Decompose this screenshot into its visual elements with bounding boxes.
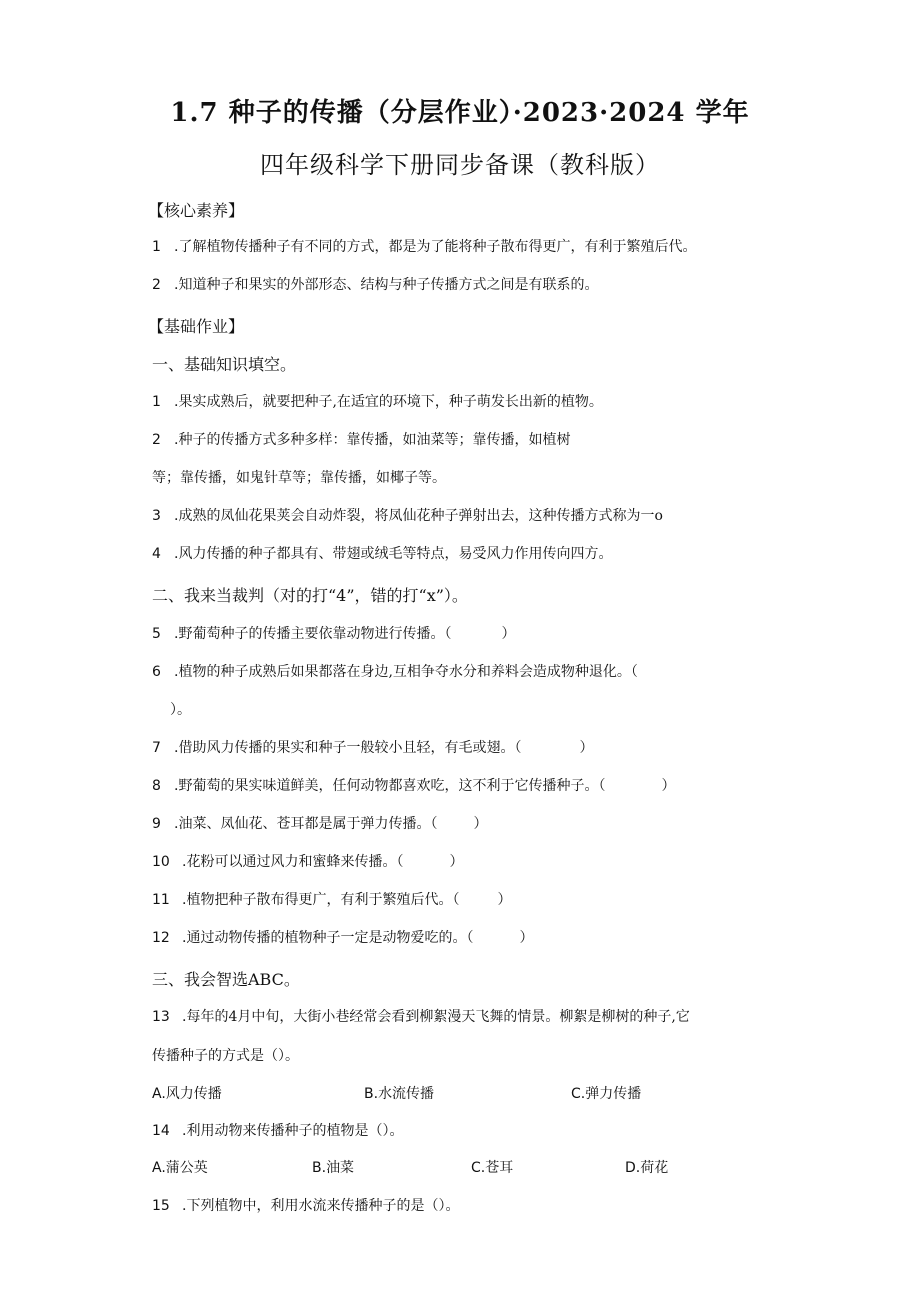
- close-paren: ）: [497, 892, 512, 908]
- part1-title: 一、基础知识填空。: [152, 355, 297, 374]
- question-11: [152, 889, 511, 909]
- question-text: .植物把种子散布得更广，有利于繁殖后代。（: [182, 892, 460, 908]
- q14-option-b[interactable]: [312, 1157, 354, 1177]
- question-number: 3: [152, 508, 161, 524]
- question-number: 12: [152, 930, 170, 946]
- question-number: 10: [152, 854, 170, 870]
- q14-option-d[interactable]: [625, 1157, 668, 1177]
- page-subtitle: 四年级科学下册同步备课（教科版）: [260, 151, 660, 179]
- question-text: .油菜、凤仙花、苍耳都是属于弹力传播。（: [174, 816, 438, 832]
- close-paren: ）: [473, 816, 488, 832]
- close-paren: ）: [519, 930, 534, 946]
- question-number: 4: [152, 546, 161, 562]
- question-6: [152, 661, 638, 681]
- core-item-2: [152, 274, 598, 294]
- q13-option-a[interactable]: [152, 1083, 222, 1103]
- question-text: .每年的4月中旬，大街小巷经常会看到柳絮漫天飞舞的情景。柳絮是柳树的种子,它: [182, 1009, 690, 1025]
- close-paren: ）: [579, 740, 594, 756]
- option-label: D.: [625, 1160, 641, 1176]
- q14-option-c[interactable]: [471, 1157, 513, 1177]
- option-text: 荷花: [640, 1160, 669, 1176]
- question-14: [152, 1120, 403, 1140]
- option-label: A.: [152, 1160, 166, 1176]
- question-12: [152, 927, 533, 947]
- item-number: 1: [152, 239, 161, 255]
- option-text: 水流传播: [378, 1086, 435, 1102]
- option-text: 蒲公英: [165, 1160, 208, 1176]
- question-text: .利用动物来传播种子的植物是（）。: [182, 1123, 404, 1139]
- question-text: .野葡萄的果实味道鲜美，任何动物都喜欢吃，这不利于它传播种子。（: [174, 778, 606, 794]
- item-number: 2: [152, 277, 161, 293]
- question-8: [152, 775, 675, 795]
- question-number: 14: [152, 1123, 170, 1139]
- part2-title: 二、我来当裁判（对的打“4”，错的打“x”）。: [152, 586, 468, 605]
- question-number: 1: [152, 394, 161, 410]
- question-text: .借助风力传播的果实和种子一般较小且轻，有毛或翅。（: [174, 740, 522, 756]
- question-7: [152, 737, 593, 757]
- question-1: [152, 391, 603, 411]
- option-text: 风力传播: [165, 1086, 222, 1102]
- question-text: .果实成熟后，就要把种子,在适宜的环境下，种子萌发长出新的植物。: [174, 394, 603, 410]
- question-text: .通过动物传播的植物种子一定是动物爱吃的。（: [182, 930, 474, 946]
- core-heading: 【核心素养】: [148, 201, 245, 220]
- question-number: 8: [152, 778, 161, 794]
- part3-title: 三、我会智选ABC。: [152, 970, 300, 989]
- option-text: 油菜: [326, 1160, 355, 1176]
- question-number: 9: [152, 816, 161, 832]
- question-text: .植物的种子成熟后如果都落在身边,互相争夺水分和养料会造成物种退化。（: [174, 664, 638, 680]
- question-10: [152, 851, 463, 871]
- question-13-continued: 传播种子的方式是（）。: [152, 1048, 299, 1064]
- option-label: B.: [364, 1086, 379, 1102]
- option-text: 苍耳: [485, 1160, 514, 1176]
- close-paren: ）: [449, 854, 464, 870]
- question-3: [152, 505, 663, 525]
- question-number: 11: [152, 892, 170, 908]
- option-text: 弹力传播: [585, 1086, 642, 1102]
- question-9: [152, 813, 487, 833]
- question-2: [152, 429, 570, 449]
- question-text: .种子的传播方式多种多样：靠传播，如油菜等；靠传播，如植树: [174, 432, 571, 448]
- option-label: C.: [471, 1160, 486, 1176]
- question-text: .花粉可以通过风力和蜜蜂来传播。（: [182, 854, 404, 870]
- question-text: .下列植物中，利用水流来传播种子的是（）。: [182, 1198, 460, 1214]
- question-text: .成熟的凤仙花果荚会自动炸裂，将凤仙花种子弹射出去，这种传播方式称为一o: [174, 508, 663, 524]
- question-text: .风力传播的种子都具有、带翅或绒毛等特点，易受风力作用传向四方。: [174, 546, 613, 562]
- question-number: 5: [152, 626, 161, 642]
- page-title: 1.7 种子的传播（分层作业）·2023·2024 学年: [170, 98, 750, 128]
- question-number: 2: [152, 432, 161, 448]
- q13-option-b[interactable]: [364, 1083, 434, 1103]
- q14-option-a[interactable]: [152, 1157, 208, 1177]
- question-5: [152, 623, 515, 643]
- question-number: 13: [152, 1009, 170, 1025]
- question-6-continued: ）。: [170, 702, 191, 718]
- question-number: 7: [152, 740, 161, 756]
- item-text: .知道种子和果实的外部形态、结构与种子传播方式之间是有联系的。: [174, 277, 599, 293]
- core-item-1: [152, 236, 696, 256]
- question-13: [152, 1006, 690, 1026]
- option-label: A.: [152, 1086, 166, 1102]
- close-paren: ）: [661, 778, 676, 794]
- question-2-continued: 等；靠传播，如鬼针草等；靠传播，如椰子等。: [152, 470, 446, 486]
- question-number: 6: [152, 664, 161, 680]
- item-text: .了解植物传播种子有不同的方式，都是为了能将种子散布得更广，有利于繁殖后代。: [174, 239, 697, 255]
- option-label: C.: [571, 1086, 586, 1102]
- question-text: .野葡萄种子的传播主要依靠动物进行传播。（: [174, 626, 452, 642]
- question-4: [152, 543, 612, 563]
- question-15: [152, 1195, 459, 1215]
- option-label: B.: [312, 1160, 327, 1176]
- close-paren: ）: [501, 626, 516, 642]
- basic-heading: 【基础作业】: [148, 317, 245, 336]
- question-number: 15: [152, 1198, 170, 1214]
- q13-option-c[interactable]: [571, 1083, 641, 1103]
